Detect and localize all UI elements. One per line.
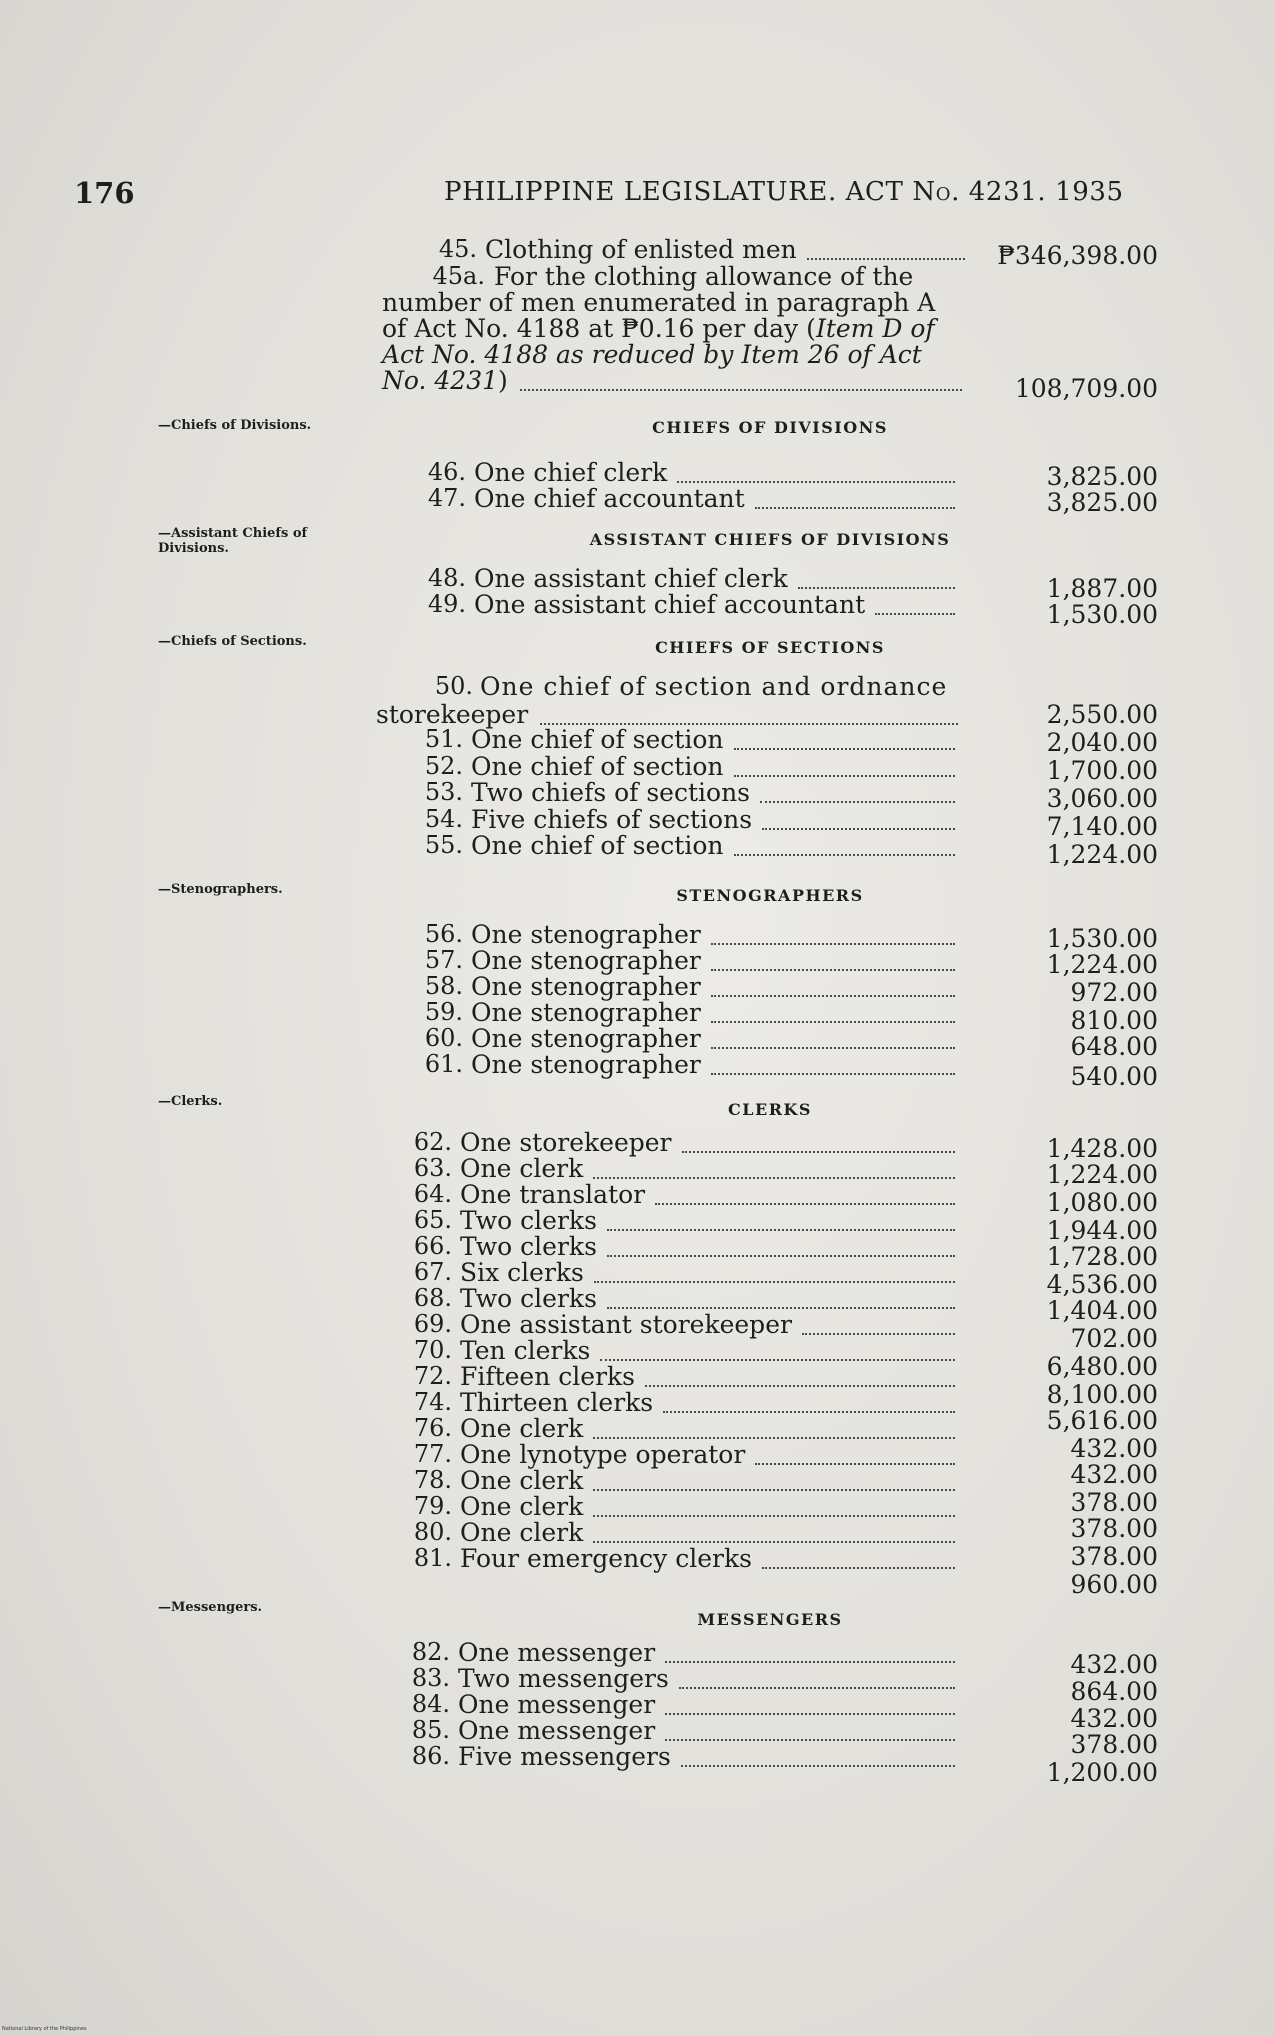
item-amount: 1,200.00 [1046,1758,1158,1787]
item-label: One lynotype operator [460,1440,746,1469]
item-label: One clerk [460,1518,584,1547]
dot-leader [593,1175,955,1179]
item-label: One messenger [458,1716,656,1745]
dot-leader [711,1045,955,1049]
item-number: 81. [413,1544,452,1572]
item-number: 82. [411,1638,450,1666]
item-number: 77. [413,1440,452,1468]
item-amount: 432.00 [1070,1460,1158,1489]
item-amount: 1,428.00 [1046,1134,1158,1163]
item-amount: 432.00 [1070,1434,1158,1463]
entry-line [0,1050,1274,1091]
item-text-italic: No. 4231 [382,366,499,395]
entry-line [0,725,1274,755]
item-amount: 2,040.00 [1046,728,1158,757]
item-label: One chief clerk [474,458,668,487]
dot-leader [734,746,955,750]
item-number: 72. [413,1362,452,1390]
dot-leader [711,1019,955,1023]
entry-line [0,1544,1274,1599]
item-number: 64. [413,1180,452,1208]
item-amount: 8,100.00 [1046,1380,1158,1409]
item-number: 51. [424,725,463,753]
item-label: Five chiefs of sections [471,805,753,834]
dot-leader [593,1539,955,1543]
item-label: One stenographer [471,1024,701,1053]
item-label: One stenographer [471,920,701,949]
item-number: 86. [411,1742,450,1770]
item-text-line: ) [498,366,508,395]
dot-leader [760,799,955,803]
item-number: 83. [411,1664,450,1692]
item-amount: 972.00 [1070,978,1158,1007]
dot-leader [734,773,955,777]
item-label: One clerk [460,1466,584,1495]
item-text-line: of Act No. 4188 at ₱0.16 per day ( [382,314,816,343]
item-label: Fifteen clerks [460,1362,635,1391]
item-number: 60. [424,1024,463,1052]
item-number: 84. [411,1690,450,1718]
dot-leader [711,967,955,971]
item-number: 48. [427,564,466,592]
section-heading: CHIEFS OF DIVISIONS [652,418,888,437]
item-number: 56. [424,920,463,948]
item-label: Two clerks [460,1232,597,1261]
dot-leader [755,1461,955,1465]
margin-note: —Chiefs of Sections. [158,634,307,649]
item-amount: 1,224.00 [1046,840,1158,869]
item-number: 47. [427,484,466,512]
item-number: 50. [434,672,473,700]
entry-line [0,590,1274,629]
item-number: 78. [413,1466,452,1494]
item-amount: 1,700.00 [1046,756,1158,785]
dot-leader [665,1737,955,1741]
item-amount: 702.00 [1070,1324,1158,1353]
dot-leader [711,1071,955,1075]
scan-credit: National Library of the Philippines [2,2026,87,2032]
item-number: 45. [438,235,477,263]
item-amount: 1,224.00 [1046,1160,1158,1189]
margin-note: —Clerks. [158,1094,223,1109]
dot-leader [875,611,955,615]
dot-leader [711,993,955,997]
item-amount: 1,530.00 [1046,924,1158,953]
item-amount: 432.00 [1070,1704,1158,1733]
item-amount: 1,728.00 [1046,1242,1158,1271]
item-number: 49. [427,590,466,618]
dot-leader [755,505,955,509]
dot-leader [607,1253,955,1257]
entry-line [0,1742,1274,1787]
item-label: One stenographer [471,998,701,1027]
item-label: One messenger [458,1690,656,1719]
item-number: 65. [413,1206,452,1234]
item-amount: 378.00 [1070,1542,1158,1571]
item-label: One chief of section [471,752,724,781]
item-amount: 810.00 [1070,1006,1158,1035]
item-number: 66. [413,1232,452,1260]
item-number: 79. [413,1492,452,1520]
margin-note: —Stenographers. [158,882,283,897]
item-amount: 1,224.00 [1046,950,1158,979]
item-label: One stenographer [471,972,701,1001]
item-amount: 540.00 [1070,1062,1158,1091]
running-header: PHILIPPINE LEGISLATURE. ACT No. 4231. 1935 [444,177,1124,207]
dot-leader [679,1685,955,1689]
dot-leader [762,1565,955,1569]
dot-leader [802,1331,955,1335]
item-amount: 2,550.00 [1046,700,1158,729]
item-number: 85. [411,1716,450,1744]
dot-leader [665,1659,955,1663]
item-label: One assistant chief clerk [474,564,788,593]
item-label: Clothing of enlisted men [485,235,797,264]
dot-leader [734,852,955,856]
entry-line [0,672,1274,702]
item-amount: 1,530.00 [1046,600,1158,629]
item-amount: 378.00 [1070,1730,1158,1759]
item-number: 63. [413,1154,452,1182]
item-label: Five messengers [458,1742,671,1771]
item-number: 54. [424,805,463,833]
item-number: 61. [424,1050,463,1078]
item-text-italic: Act No. 4188 as reduced by Item 26 of Act [382,340,922,369]
item-label: One chief of section [471,725,724,754]
dot-leader [607,1305,955,1309]
item-label: One clerk [460,1492,584,1521]
item-amount: 3,825.00 [1046,488,1158,517]
dot-leader [762,826,955,830]
item-amount: 6,480.00 [1046,1352,1158,1381]
item-label: One stenographer [471,1050,701,1079]
dot-leader [594,1279,955,1283]
item-label: One translator [460,1180,646,1209]
item-number: 53. [424,778,463,806]
item-amount: 1,404.00 [1046,1296,1158,1325]
entry-line [0,831,1274,869]
section-heading: MESSENGERS [697,1610,843,1629]
item-amount: 4,536.00 [1046,1270,1158,1299]
margin-note: —Assistant Chiefs of Divisions. [158,526,308,556]
item-number: 59. [424,998,463,1026]
item-label: Two messengers [458,1664,669,1693]
section-heading: STENOGRAPHERS [676,886,864,905]
item-amount: 378.00 [1070,1488,1158,1517]
item-amount: 432.00 [1070,1650,1158,1679]
margin-note: —Chiefs of Divisions. [158,418,312,433]
item-number: 58. [424,972,463,1000]
item-amount: 108,709.00 [1014,374,1158,403]
dot-leader [520,387,962,391]
item-number: 55. [424,831,463,859]
item-amount: 5,616.00 [1046,1406,1158,1435]
dot-leader [607,1227,955,1231]
dot-leader [711,941,955,945]
item-text-line: One chief of section and ordnance [480,672,948,701]
item-amount: 648.00 [1070,1032,1158,1061]
item-text-line: storekeeper [376,700,529,729]
item-label: One clerk [460,1414,584,1443]
dot-leader [665,1711,955,1715]
section-heading: ASSISTANT CHIEFS OF DIVISIONS [589,530,951,549]
item-label: Two chiefs of sections [471,778,751,807]
item-amount: 1,944.00 [1046,1216,1158,1245]
item-amount: 7,140.00 [1046,812,1158,841]
item-label: One assistant chief accountant [474,590,866,619]
item-amount: 864.00 [1070,1677,1158,1706]
item-text-line: number of men enumerated in paragraph A [382,288,936,317]
item-number: 70. [413,1336,452,1364]
item-amount: 3,060.00 [1046,784,1158,813]
item-label: One clerk [460,1154,584,1183]
item-number: 62. [413,1128,452,1156]
item-label: One messenger [458,1638,656,1667]
dot-leader [682,1149,955,1153]
item-label: One stenographer [471,946,701,975]
item-label: One chief accountant [474,484,745,513]
item-amount: 378.00 [1070,1514,1158,1543]
item-amount: ₱346,398.00 [997,241,1158,270]
item-number: 45a. [432,262,485,290]
item-amount: 960.00 [1070,1570,1158,1599]
item-number: 76. [413,1414,452,1442]
item-label: Ten clerks [460,1336,591,1365]
item-number: 68. [413,1284,452,1312]
item-number: 80. [413,1518,452,1546]
entry-line [0,778,1274,813]
item-number: 46. [427,458,466,486]
section-heading: CLERKS [728,1100,812,1119]
item-number: 74. [413,1388,452,1416]
item-amount: 1,080.00 [1046,1188,1158,1217]
entry-line [0,484,1274,517]
dot-leader [663,1409,955,1413]
item-number: 52. [424,752,463,780]
section-heading: CHIEFS OF SECTIONS [655,638,885,657]
margin-note: —Messengers. [158,1600,263,1615]
item-label: One storekeeper [460,1128,672,1157]
page-number: 176 [74,176,135,210]
item-label: One chief of section [471,831,724,860]
item-text-line: For the clothing allowance of the [494,262,914,291]
item-label: Two clerks [460,1206,597,1235]
dot-leader [798,585,955,589]
dot-leader [593,1513,955,1517]
item-label: Four emergency clerks [460,1544,752,1573]
dot-leader [593,1487,955,1491]
item-amount: 1,887.00 [1046,574,1158,603]
dot-leader [593,1435,955,1439]
item-text-italic: Item D of [816,314,935,343]
dot-leader [600,1357,955,1361]
item-number: 69. [413,1310,452,1338]
item-label: One assistant storekeeper [460,1310,792,1339]
entry-line [0,235,1274,270]
dot-leader [645,1383,955,1387]
item-label: Six clerks [460,1258,584,1287]
dot-leader [681,1763,955,1767]
item-number: 57. [424,946,463,974]
dot-leader [677,479,955,483]
item-label: Two clerks [460,1284,597,1313]
item-label: Thirteen clerks [460,1388,654,1417]
item-number: 67. [413,1258,452,1286]
dot-leader [655,1201,955,1205]
item-amount: 3,825.00 [1046,462,1158,491]
dot-leader [807,256,965,260]
entry-line [0,366,1274,403]
